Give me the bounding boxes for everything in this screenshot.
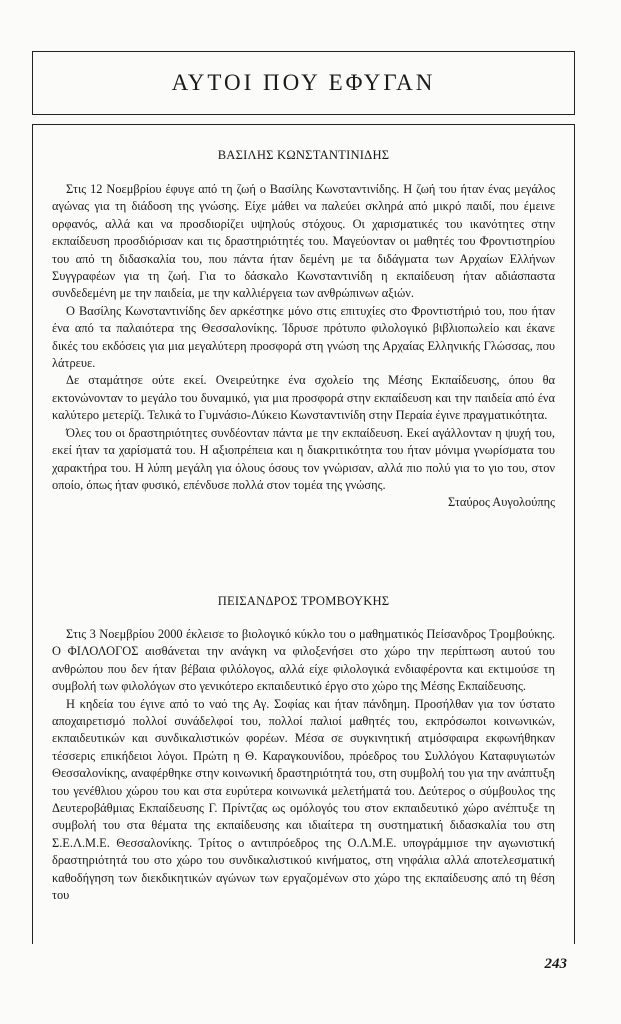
paragraph: Όλες του οι δραστηριότητες συνδέονταν πάντα με την εκπαίδευση. Εκεί αγάλλονταν η ψυχή του, εκεί ήταν τα χαρίσματά του. Η αξιοπρέπεια και η διακριτικότητα του ήταν μόνιμα γνωρίσματα του χαρακτήρα του. Η λύπη μεγάλη για όλους όσους τον γνώρισαν, αλλά πιο πολύ για το γιο του, στον οποίο, όπως ήταν φυσικό, επένδυσε πολλά στον τομέα της γνώσης. [52, 425, 555, 492]
section-konstantinidis [52, 148, 555, 163]
paragraph: Η κηδεία του έγινε από το ναό της Αγ. Σοφίας και ήταν πάνδημη. Προσήλθαν για τον ύστατο αποχαιρετισμό πολλοί συνάδελφοί του, πολλοί παλιοί μαθητές του, εκπρόσωποι κοινωνικών, εκπαιδευτικών και συνδικαλιστικών φορέων. Μέσα σε συγκινητική ατμόσφαιρα εκφωνήθηκαν τέσσερις επικήδειοι λόγοι. Πρώτη η Θ. Καραγκουνίδου, πρόεδρος του Συλλόγου Καταφυγιωτών Θεσσαλονίκης, αναφέρθηκε στην κοινωνική δραστηριότητά του, στη συμβολή του για την ανάπτυξη του γενέθλιου χώρου του και στα ευρύτερα κοινωνικά μελετήματά του. Δεύτερος ο σύμβουλος της Δευτεροβάθμιας Εκπαίδευσης Γ. Πρίντζας ως ομόλογός του στον εκπαιδευτικό χώρο ανέπτυξε τη συμβολή του στα θέματα της εκπαίδευσης και ιδιαίτερα τη συστηματική διδασκαλία του στη Σ.Ε.Λ.Μ.Ε. Θεσσαλονίκης. Τρίτος ο αντιπρόεδρος της Ο.Λ.Μ.Ε. υπογράμμισε την αγωνιστική δραστηριότητά του στο χώρο του συνδικαλιστικού κινήματος, στη νηφάλια αλλά αποτελεσματική καθοδήγηση των διεκδικητικών αγώνων των εργαζομένων στο χώρο της εκπαίδευσης από τη θέση του [52, 696, 555, 903]
title-box [32, 51, 575, 115]
signature: Σταύρος Αυγολούπης [447, 495, 555, 510]
section-body-tromvoukis [52, 626, 555, 905]
paragraph: Ο Βασίλης Κωνσταντινίδης δεν αρκέστηκε μόνο στις επιτυχίες στο Φροντιστήριό του, που ήταν ένα από τα παλαιότερα της Θεσσαλονίκης. Ίδρυσε πρότυπο φιλολογικό βιβλιοπωλείο και έκανε δικές του εκδόσεις για μια μεγαλύτερη προσφορά στη γνώση της Αρχαίας Ελληνικής Γλώσσας, που λάτρευε. [52, 303, 555, 371]
paragraph: Στις 12 Νοεμβρίου έφυγε από τη ζωή ο Βασίλης Κωνσταντινίδης. Η ζωή του ήταν ένας μεγάλος αγώνας για τη διάδοση της γνώσης. Είχε μάθει να παλεύει σκληρά από μικρό παιδί, που έμεινε ορφανός, αλλά και να προσδιορίζει υψηλούς στόχους. Οι χαρισματικές του ικανότητες στην εκπαίδευση προσδιόρισαν και τις δραστηριότητές του. Μαγεύονταν οι μαθητές του Φροντιστηρίου του από τη διδασκαλία του, που πάντα ήταν δεμένη με τα διδάγματα των Αρχαίων Ελλήνων Συγγραφέων για τη ζωή. Για το δάσκαλο Κωνσταντινίδη η εκπαίδευση ήταν αδιάσπαστα συνδεδεμένη με την παιδεία, με την καλλιέργεια των ανθρώπινων αξιών. [52, 182, 555, 301]
paragraph: Δε σταμάτησε ούτε εκεί. Ονειρεύτηκε ένα σχολείο της Μέσης Εκπαίδευσης, όπου θα εκτονώνονταν το μεγάλο του δυναμικό, για μια προσφορά στην εκπαίδευση και την παιδεία από ένα καλύτερο μετερίζι. Τελικά το Γυμνάσιο-Λύκειο Κωνσταντινίδη στην Περαία έγινε πραγματικότητα. [52, 373, 555, 423]
page-number: 243 [544, 956, 567, 972]
section-heading: ΠΕΙΣΑΝΔΡΟΣ ΤΡΟΜΒΟΥΚΗΣ [217, 594, 390, 608]
paragraph: Στις 3 Νοεμβρίου 2000 έκλεισε το βιολογικό κύκλο του ο μαθηματικός Πείσανδρος Τρομβούκης. Ο ΦΙΛΟΛΟΓΟΣ αισθάνεται την ανάγκη να φιλοξενήσει στο χώρο την περίπτωση αυτού του ανθρώπου που δεν ήταν βέβαια φιλόλογος, αλλά είχε φιλολογικά ενδιαφέροντα και εκτιμούσε τη συμβολή των φιλολόγων στο γενικότερο εκπαιδευτικό έργο στο χώρο της Μέσης Εκπαίδευσης. [52, 627, 555, 694]
page-title: ΑΥΤΟΙ ΠΟΥ ΕΦΥΓΑΝ [171, 70, 436, 95]
section-tromvoukis [52, 594, 555, 609]
section-heading: ΒΑΣΙΛΗΣ ΚΩΝΣΤΑΝΤΙΝΙΔΗΣ [217, 148, 390, 162]
section-body-konstantinidis [52, 181, 555, 512]
